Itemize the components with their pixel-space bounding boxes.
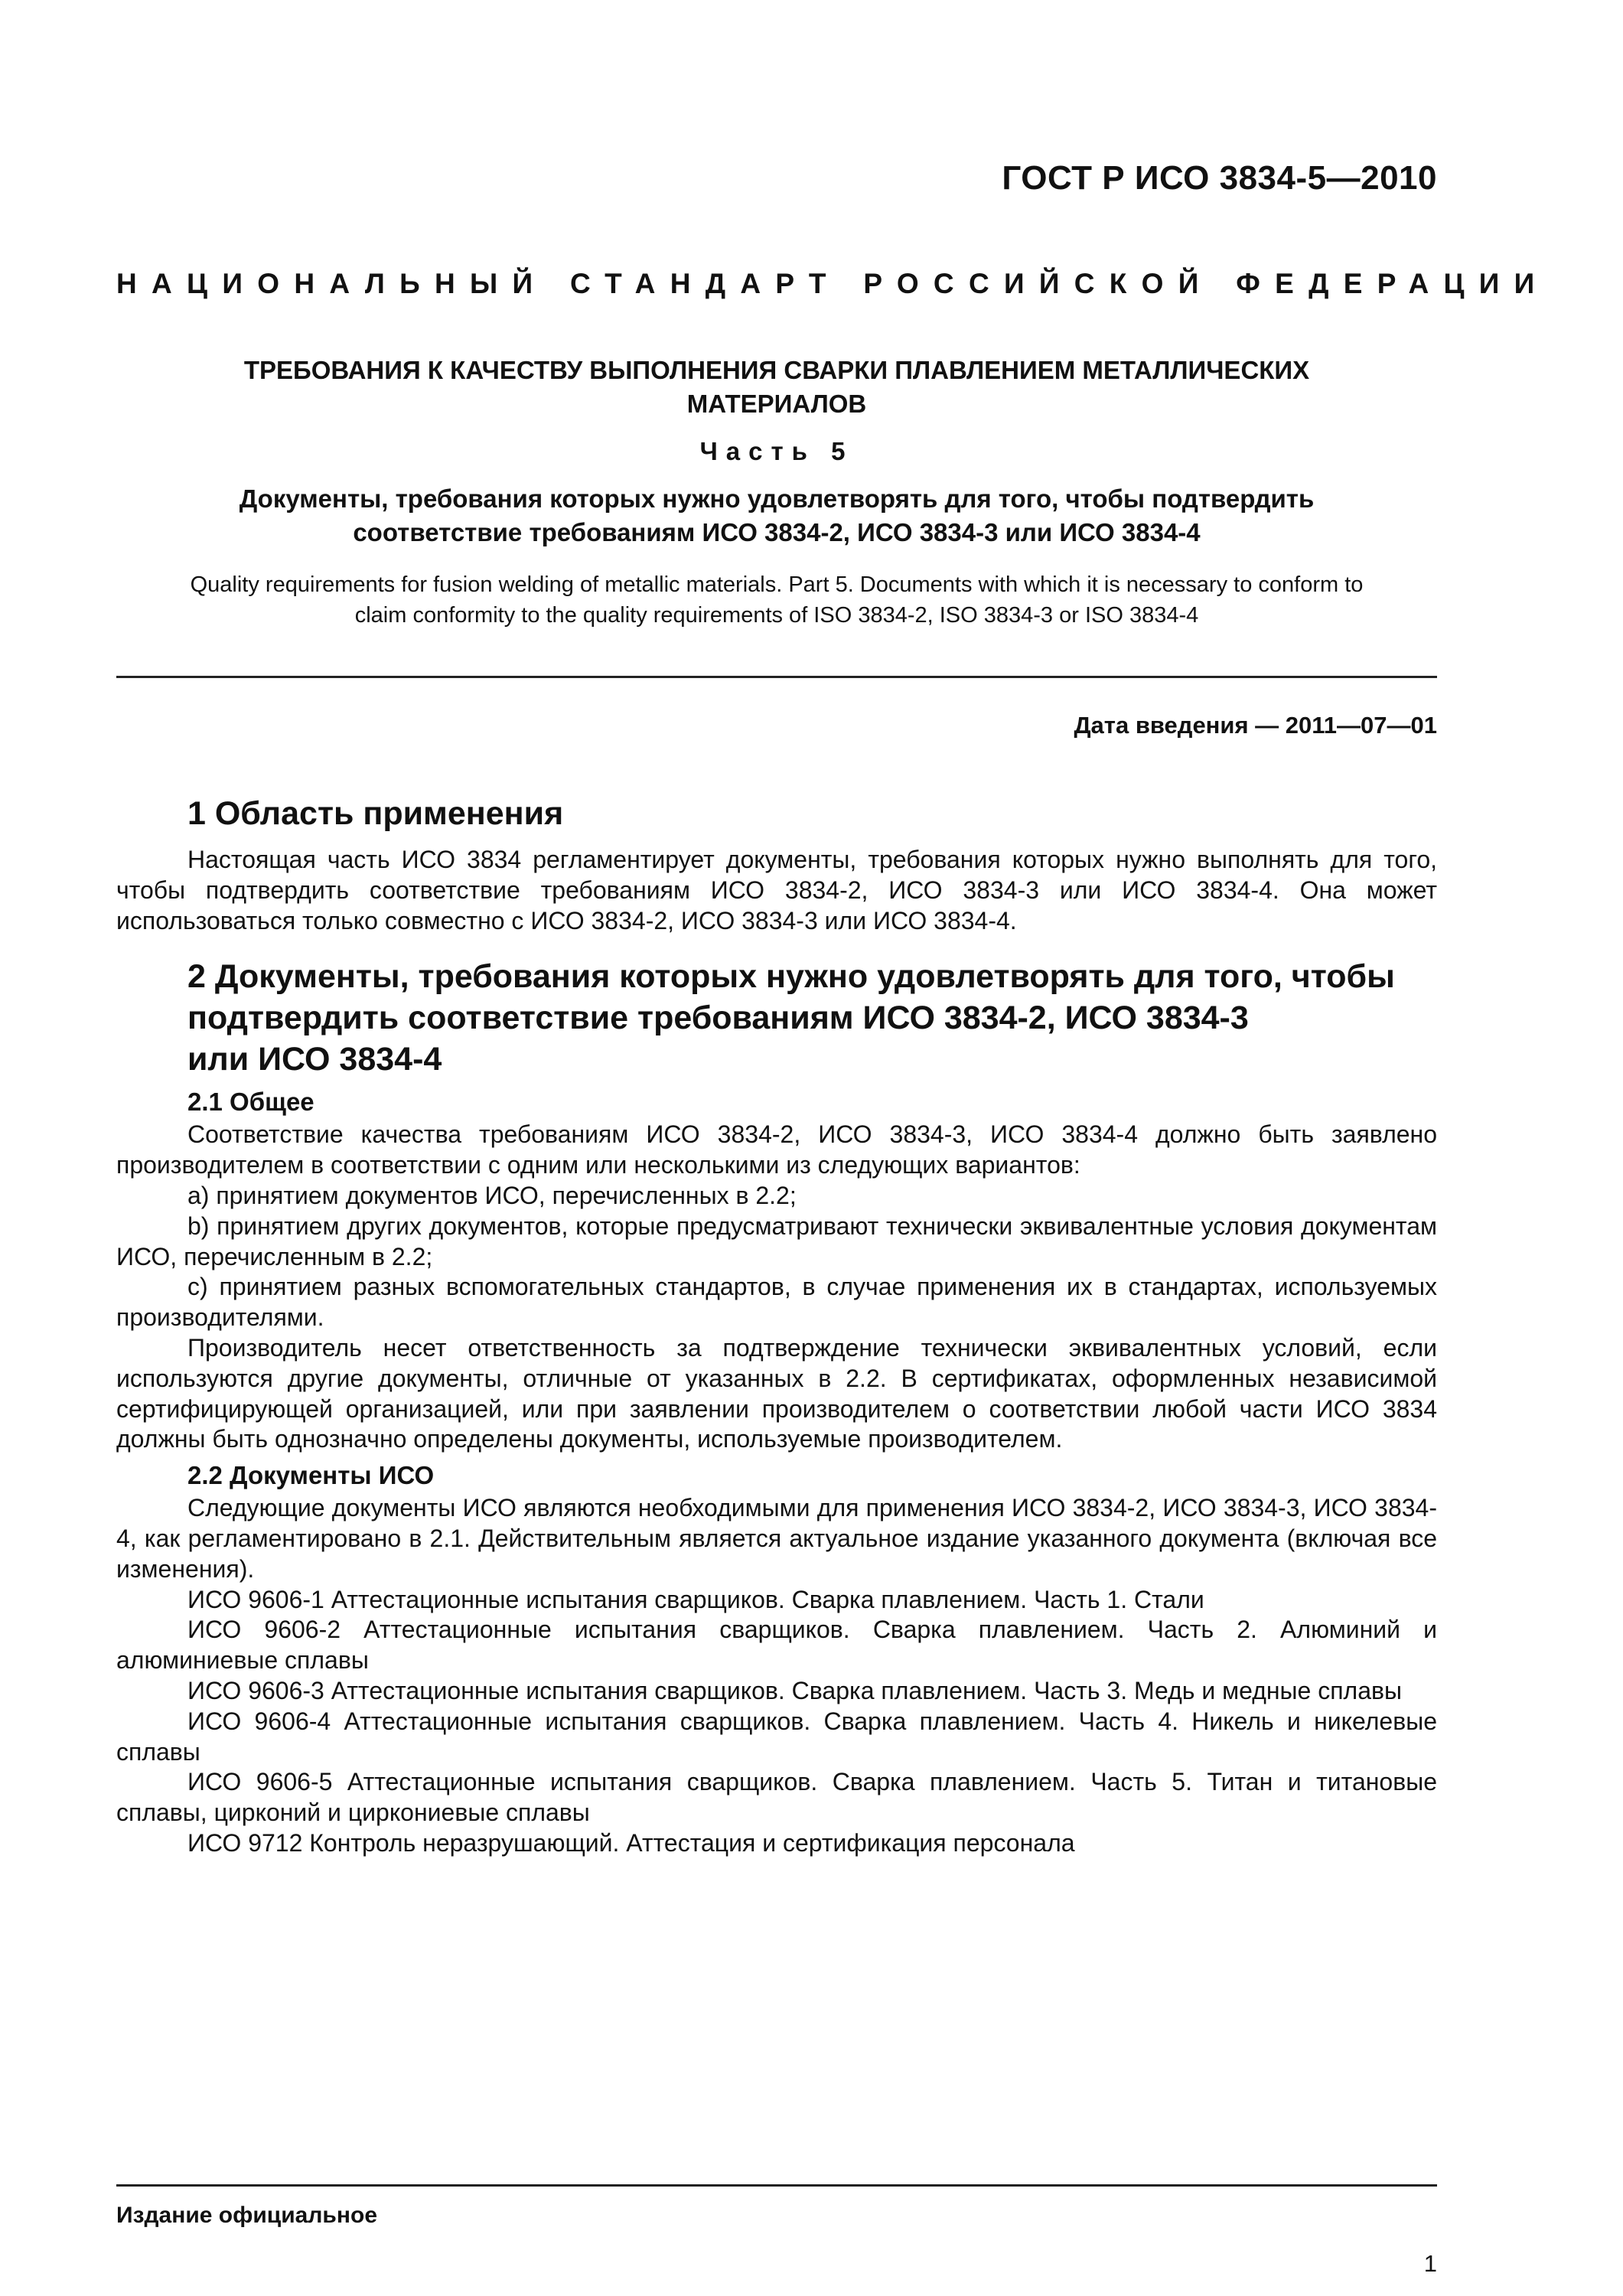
footer-divider <box>116 2184 1437 2187</box>
subtitle <box>116 482 1437 550</box>
english-title-line2: claim conformity to the quality requirements of ISO 3834-2, ISO 3834-3 or ISO 3834-4 <box>354 603 1199 628</box>
title-block <box>116 354 1437 631</box>
part-title: Часть 5 <box>699 437 854 465</box>
section-2-1-paragraph-1: Соответствие качества требованиям ИСО 3834-2, ИСО 3834-3, ИСО 3834-4 должно быть заявлено производителем в соответствии с одним или несколькими из следующих вариантов: <box>116 1120 1437 1179</box>
title-divider <box>116 676 1437 678</box>
english-title-line1: Quality requirements for fusion welding of metallic materials. Part 5. Documents with which it is necessary to conform to <box>190 572 1364 597</box>
main-title-line1: ТРЕБОВАНИЯ К КАЧЕСТВУ ВЫПОЛНЕНИЯ СВАРКИ ПЛАВЛЕНИЕМ МЕТАЛЛИЧЕСКИХ <box>243 356 1310 384</box>
english-title <box>116 569 1437 631</box>
reference-item: ИСО 9606-1 Аттестационные испытания сварщиков. Сварка плавлением. Часть 1. Стали <box>187 1585 1204 1613</box>
section-2-heading-line2: подтвердить соответствие требованиям ИСО 3834-2, ИСО 3834-3 <box>187 1000 1249 1037</box>
section-2-1-heading: 2.1 Общее <box>187 1088 314 1117</box>
section-1-heading: 1 Область применения <box>187 795 564 832</box>
reference-item: ИСО 9606-5 Аттестационные испытания сварщиков. Сварка плавлением. Часть 5. Титан и титановые сплавы, цирконий и циркониевые сплавы <box>116 1768 1437 1827</box>
section-2-2-paragraph-1: Следующие документы ИСО являются необходимыми для применения ИСО 3834-2, ИСО 3834-3, ИСО 3834-4, как регламентировано в 2.1. Действительным является актуальное издание указанного документа (включая все изменения). <box>116 1494 1437 1583</box>
reference-item: ИСО 9712 Контроль неразрушающий. Аттестация и сертификация персонала <box>187 1828 1075 1857</box>
subtitle-line2: соответствие требованиям ИСО 3834-2, ИСО 3834-3 или ИСО 3834-4 <box>353 518 1201 546</box>
main-title <box>116 354 1437 421</box>
section-1-text: Настоящая часть ИСО 3834 регламентирует документы, требования которых нужно выполнять для того, чтобы подтвердить соответствие требованиям ИСО 3834-2, ИСО 3834-3 или ИСО 3834-4. Она может использоваться только совместно с ИСО 3834-2, ИСО 3834-3 или ИСО 3834-4. <box>116 846 1437 934</box>
section-2-1-item-a: a) принятием документов ИСО, перечисленных в 2.2; <box>187 1181 797 1209</box>
reference-item: ИСО 9606-3 Аттестационные испытания сварщиков. Сварка плавлением. Часть 3. Медь и медные сплавы <box>187 1676 1403 1704</box>
page-number: 1 <box>1423 2250 1437 2277</box>
edition-label: Издание официальное <box>116 2203 378 2228</box>
section-2-1-item-c: c) принятием разных вспомогательных стандартов, в случае применения их в стандартах, используемых производителями. <box>116 1273 1437 1332</box>
reference-item: ИСО 9606-2 Аттестационные испытания сварщиков. Сварка плавлением. Часть 2. Алюминий и алюминиевые сплавы <box>116 1616 1437 1675</box>
document-code: ГОСТ Р ИСО 3834-5—2010 <box>1002 159 1437 197</box>
national-standard-banner: НАЦИОНАЛЬНЫЙ СТАНДАРТ РОССИЙСКОЙ ФЕДЕРАЦИИ <box>116 268 1550 299</box>
section-2-2-heading: 2.2 Документы ИСО <box>187 1461 435 1490</box>
introduction-date: Дата введения — 2011—07—01 <box>1074 712 1437 739</box>
main-title-line2: МАТЕРИАЛОВ <box>686 390 867 418</box>
section-2-heading <box>116 956 1437 1080</box>
reference-item: ИСО 9606-4 Аттестационные испытания сварщиков. Сварка плавлением. Часть 4. Никель и никелевые сплавы <box>116 1707 1437 1766</box>
section-2-heading-line1: 2 Документы, требования которых нужно удовлетворять для того, чтобы <box>187 958 1395 996</box>
subtitle-line1: Документы, требования которых нужно удовлетворять для того, чтобы подтвердить <box>239 484 1315 513</box>
section-2-heading-line3: или ИСО 3834-4 <box>187 1041 442 1078</box>
section-2-1-item-b: b) принятием других документов, которые предусматривают технически эквивалентные условия документам ИСО, перечисленным в 2.2; <box>116 1212 1437 1270</box>
section-2-1-paragraph-2: Производитель несет ответственность за подтверждение технически эквивалентных условий, если используются другие документы, отличные от указанных в 2.2. В сертификатах, оформленных независимой сертифицирующей организацией, или при заявлении производителем о соответствии любой части ИСО 3834 должны быть однозначно определены документы, используемые производителем. <box>116 1333 1437 1453</box>
document-body <box>116 793 1437 1859</box>
